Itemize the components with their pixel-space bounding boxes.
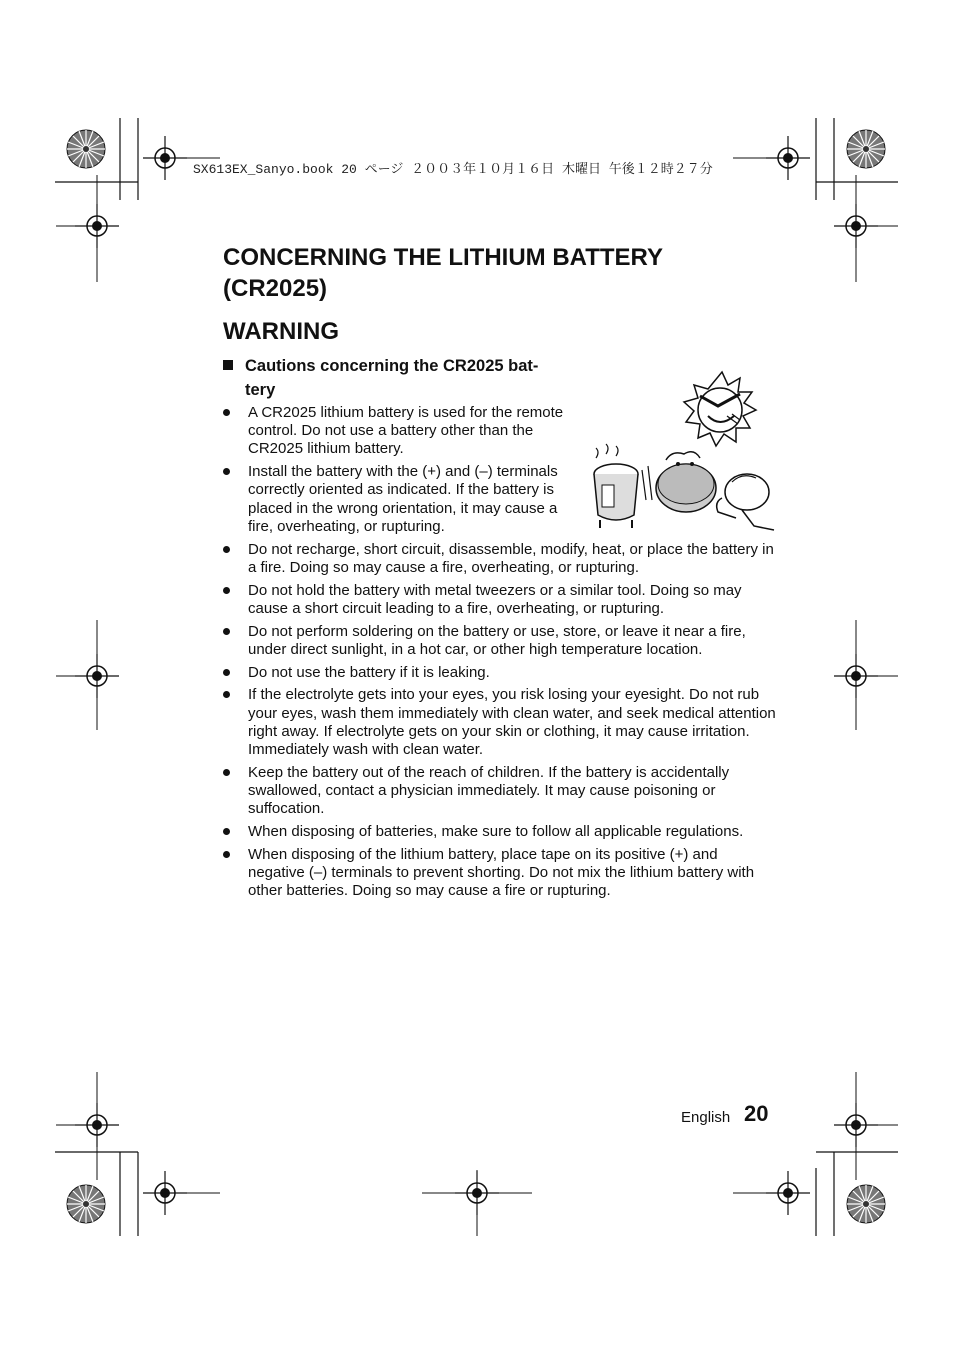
bullet-dot-icon bbox=[223, 769, 230, 776]
subheading-line-2: tery bbox=[245, 381, 276, 399]
list-item: When disposing of the lithium battery, place tape on its positive (+) and negative (–) terminals to prevent shorting. Do not mix the lithium battery with other batteries. Doing so may cause a fire or rupturing. bbox=[223, 846, 776, 901]
registration-mark-middle-left bbox=[56, 620, 119, 730]
bullet-dot-icon bbox=[223, 828, 230, 835]
bullet-dot-icon bbox=[223, 691, 230, 698]
page-number: 20 bbox=[744, 1101, 769, 1126]
registration-mark-middle-right bbox=[834, 620, 898, 730]
footer-language: English bbox=[681, 1109, 731, 1126]
crop-mark-bottom-left bbox=[55, 1072, 220, 1236]
list-item: If the electrolyte gets into your eyes, you risk losing your eyesight. Do not rub your eyes, wash them immediately with clean water, and seek medical attention right away. If electrolyte gets on your skin or clothing, it may cause irritation. Immediately wash with clean water. bbox=[223, 686, 776, 759]
registration-mark-bottom-center bbox=[422, 1170, 532, 1236]
warning-heading: WARNING bbox=[223, 318, 339, 345]
subheading-line-1: Cautions concerning the CR2025 bat- bbox=[245, 357, 539, 375]
list-item: Do not perform soldering on the battery or use, store, or leave it near a fire, under direct sunlight, in a hot car, or other high temperature location. bbox=[223, 623, 776, 659]
bullet-dot-icon bbox=[223, 546, 230, 553]
bullet-dot-icon bbox=[223, 628, 230, 635]
list-item: Do not recharge, short circuit, disassemble, modify, heat, or place the battery in a fire. Doing so may cause a fire, overheating, or rupturing. bbox=[223, 541, 776, 577]
list-item: Do not use the battery if it is leaking. bbox=[223, 664, 776, 682]
square-bullet-icon bbox=[223, 360, 233, 370]
bullet-dot-icon bbox=[223, 409, 230, 416]
print-header-line: SX613EX_Sanyo.book 20 ページ ２００３年１０月１６日 木曜日 午後１２時２７分 bbox=[193, 162, 713, 177]
bullet-dot-icon bbox=[223, 587, 230, 594]
list-item: A CR2025 lithium battery is used for the remote control. Do not use a battery other than the CR2025 lithium battery. bbox=[223, 404, 566, 459]
bullet-dot-icon bbox=[223, 851, 230, 858]
bullet-dot-icon bbox=[223, 669, 230, 676]
list-item: Install the battery with the (+) and (–) terminals correctly oriented as indicated. If the battery is placed in the wrong orientation, it may cause a fire, overheating, or rupturing. bbox=[223, 463, 570, 536]
crop-mark-bottom-right bbox=[733, 1072, 898, 1236]
list-item: Keep the battery out of the reach of children. If the battery is accidentally swallowed, contact a physician immediately. It may cause poisoning or suffocation. bbox=[223, 764, 776, 819]
cautions-subheading bbox=[223, 354, 583, 402]
caution-list bbox=[223, 404, 808, 905]
crop-mark-top-left bbox=[55, 118, 220, 282]
bullet-dot-icon bbox=[223, 468, 230, 475]
page-title: CONCERNING THE LITHIUM BATTERY (CR2025) bbox=[223, 244, 663, 302]
list-item: When disposing of batteries, make sure to follow all applicable regulations. bbox=[223, 823, 808, 841]
list-item: Do not hold the battery with metal tweezers or a similar tool. Doing so may cause a short circuit leading to a fire, overheating, or rupturing. bbox=[223, 582, 776, 618]
crop-mark-top-right bbox=[733, 118, 898, 282]
